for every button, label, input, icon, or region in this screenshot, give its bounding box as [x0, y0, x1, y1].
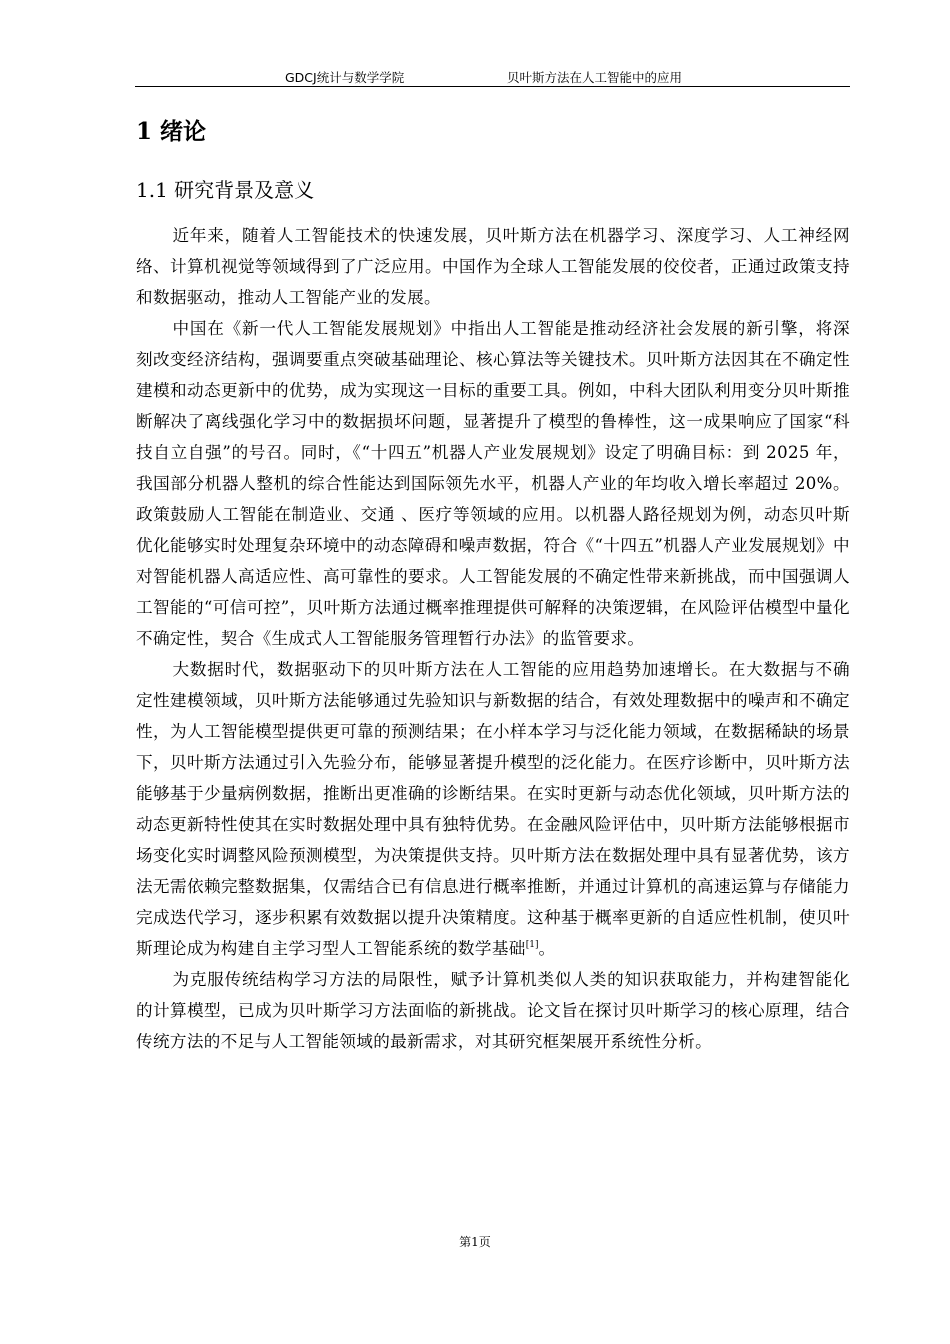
page-footer [0, 1233, 950, 1250]
paragraph-intro: 近年来，随着人工智能技术的快速发展，贝叶斯方法在机器学习、深度学习、人工神经网络、计算机视觉等领域得到了广泛应用。中国作为全球人工智能发展的佼佼者，正通过政策支持和数据驱动，推动人工智能产业的发展。 [136, 226, 850, 307]
body-content [136, 108, 850, 1057]
paragraph-big-data-end: 。 [538, 939, 556, 958]
page-number: 第1页 [459, 1235, 491, 1249]
paragraph-big-data [136, 654, 850, 964]
running-header [135, 66, 850, 86]
paragraph-challenge: 为克服传统结构学习方法的局限性，赋予计算机类似人类的知识获取能力，并构建智能化的计算模型，已成为贝叶斯学习方法面临的新挑战。论文旨在探讨贝叶斯学习的核心原理，结合传统方法的不足与人工智能领域的最新需求，对其研究框架展开系统性分析。 [136, 970, 850, 1051]
chapter-heading: 1 绪论 [136, 118, 207, 145]
header-paper-title: 贝叶斯方法在人工智能中的应用 [507, 70, 683, 85]
section-heading: 1.1 研究背景及意义 [136, 178, 315, 202]
header-school: GDCJ统计与数学学院 [285, 70, 405, 85]
citation-ref-1[interactable]: [1] [525, 940, 539, 950]
header-divider [135, 86, 850, 87]
paragraph-big-data-text: 大数据时代，数据驱动下的贝叶斯方法在人工智能的应用趋势加速增长。在大数据与不确定性建模领域，贝叶斯方法能够通过先验知识与新数据的结合，有效处理数据中的噪声和不确定性，为人工智能模型提供更可靠的预测结果；在小样本学习与泛化能力领域，在数据稀缺的场景下，贝叶斯方法通过引入先验分布，能够显著提升模型的泛化能力。在医疗诊断中，贝叶斯方法能够基于少量病例数据，推断出更准确的诊断结果。在实时更新与动态优化领域，贝叶斯方法的动态更新特性使其在实时数据处理中具有独特优势。在金融风险评估中，贝叶斯方法能够根据市场变化实时调整风险预测模型，为决策提供支持。贝叶斯方法在数据处理中具有显著优势，该方法无需依赖完整数据集，仅需结合已有信息进行概率推断，并通过计算机的高速运算与存储能力完成迭代学习，逐步积累有效数据以提升决策精度。这种基于概率更新的自适应性机制，使贝叶斯理论成为构建自主学习型人工智能系统的数学基础 [136, 660, 850, 958]
paragraph-policy: 中国在《新一代人工智能发展规划》中指出人工智能是推动经济社会发展的新引擎，将深刻改变经济结构，强调要重点突破基础理论、核心算法等关键技术。贝叶斯方法因其在不确定性建模和动态更新中的优势，成为实现这一目标的重要工具。例如，中科大团队利用变分贝叶斯推断解决了离线强化学习中的数据损坏问题，显著提升了模型的鲁棒性，这一成果响应了国家“科技自立自强”的号召。同时，《“十四五”机器人产业发展规划》设定了明确目标：到 2025 年，我国部分机器人整机的综合性能达到国际领先水平，机器人产业的年均收入增长率超过 20%。政策鼓励人工智能在制造业、交通 、医疗等领域的应用。以机器人路径规划为例，动态贝叶斯优化能够实时处理复杂环境中的动态障碍和噪声数据，符合《“十四五”机器人产业发展规划》中对智能机器人高适应性、高可靠性的要求。人工智能发展的不确定性带来新挑战，而中国强调人工智能的“可信可控”，贝叶斯方法通过概率推理提供可解释的决策逻辑，在风险评估模型中量化不确定性，契合《生成式人工智能服务管理暂行办法》的监管要求。 [136, 319, 850, 648]
